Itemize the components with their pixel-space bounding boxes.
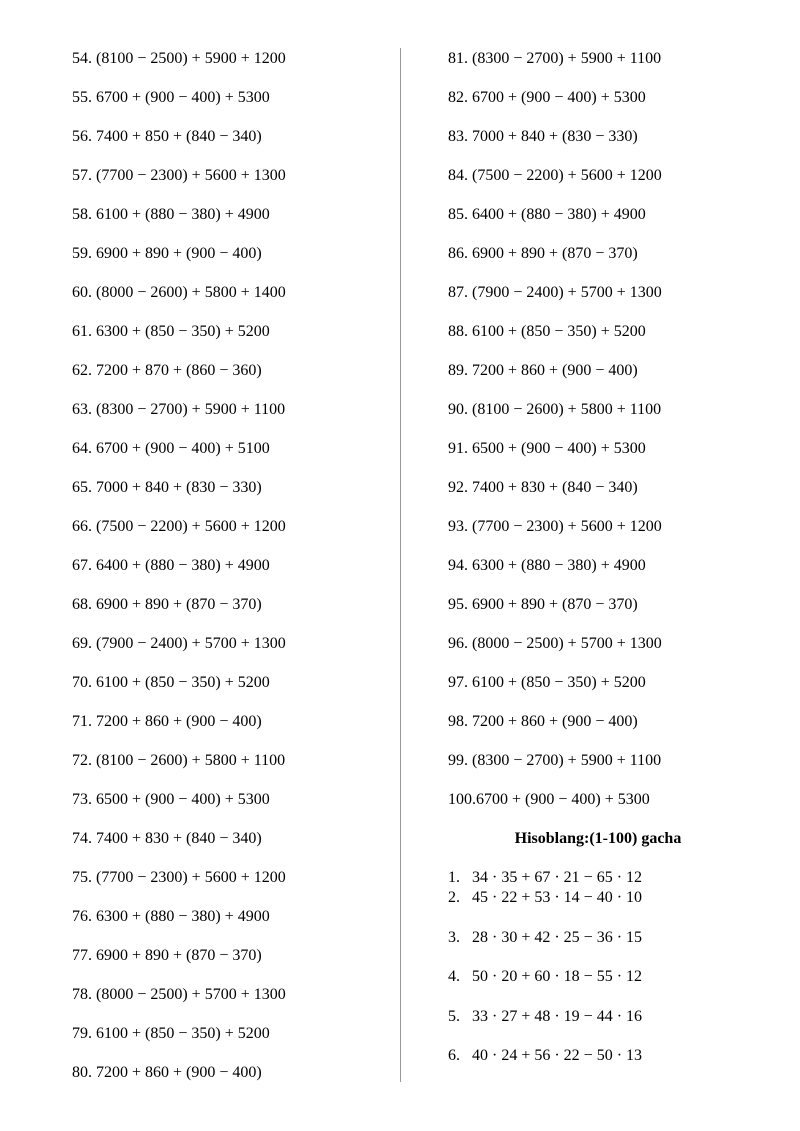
exercise-row — [72, 126, 382, 165]
exercise-expression: (7900 − 2400) + 5700 + 1300 — [472, 284, 662, 301]
exercise-number: 81. — [448, 50, 468, 67]
exercise-expression: 6900 + 890 + (900 − 400) — [96, 245, 262, 262]
exercise-number: 89. — [448, 362, 468, 379]
exercise-number: 85. — [448, 206, 468, 223]
exercise-number: 93. — [448, 518, 468, 535]
exercise-expression: 6400 + (880 − 380) + 4900 — [472, 206, 646, 223]
exercise-expression: (8000 − 2500) + 5700 + 1300 — [472, 635, 662, 652]
mult-exercise-expression: 50 · 20 + 60 · 18 − 55 · 12 — [472, 968, 643, 985]
exercise-expression: (8000 − 2500) + 5700 + 1300 — [96, 986, 286, 1003]
mult-exercise-row — [448, 888, 748, 908]
exercise-expression: 6700 + (900 − 400) + 5300 — [476, 791, 650, 808]
exercise-row — [448, 750, 748, 789]
exercise-row — [448, 165, 748, 204]
exercise-expression: 6100 + (850 − 350) + 5200 — [96, 1025, 270, 1042]
right-exercise-list — [448, 48, 748, 828]
exercise-expression: 6300 + (880 − 380) + 4900 — [472, 557, 646, 574]
exercise-row — [72, 204, 382, 243]
exercise-row — [448, 477, 748, 516]
mult-exercise-row — [448, 868, 748, 888]
right-column — [448, 48, 748, 1066]
exercise-number: 99. — [448, 752, 468, 769]
exercise-number: 92. — [448, 479, 468, 496]
exercise-row — [448, 126, 748, 165]
exercise-row — [72, 87, 382, 126]
mult-exercise-number: 5. — [448, 1008, 460, 1025]
exercise-expression: 6100 + (850 − 350) + 5200 — [472, 674, 646, 691]
exercise-row — [448, 399, 748, 438]
exercise-expression: 7200 + 860 + (900 − 400) — [472, 362, 638, 379]
exercise-expression: (8100 − 2600) + 5800 + 1100 — [96, 752, 286, 769]
mult-exercise-expression: 40 · 24 + 56 · 22 − 50 · 13 — [472, 1047, 643, 1064]
exercise-expression: 6500 + (900 − 400) + 5300 — [96, 791, 270, 808]
exercise-row — [72, 750, 382, 789]
exercise-number: 96. — [448, 635, 468, 652]
mult-exercise-expression: 28 · 30 + 42 · 25 − 36 · 15 — [472, 929, 643, 946]
exercise-expression: (8100 − 2600) + 5800 + 1100 — [472, 401, 662, 418]
exercise-number: 57. — [72, 167, 92, 184]
exercise-expression: 6900 + 890 + (870 − 370) — [96, 596, 262, 613]
exercise-number: 64. — [72, 440, 92, 457]
exercise-row — [448, 438, 748, 477]
exercise-expression: (8300 − 2700) + 5900 + 1100 — [472, 752, 662, 769]
exercise-number: 78. — [72, 986, 92, 1003]
exercise-row — [448, 243, 748, 282]
exercise-row — [72, 48, 382, 87]
exercise-expression: 6100 + (850 − 350) + 5200 — [472, 323, 646, 340]
exercise-row — [72, 633, 382, 672]
exercise-expression: (7500 − 2200) + 5600 + 1200 — [96, 518, 286, 535]
exercise-expression: 6300 + (880 − 380) + 4900 — [96, 908, 270, 925]
exercise-row — [72, 243, 382, 282]
mult-exercise-row — [448, 928, 748, 948]
exercise-expression: 6900 + 890 + (870 − 370) — [472, 596, 638, 613]
exercise-row — [72, 828, 382, 867]
exercise-expression: 7200 + 870 + (860 − 360) — [96, 362, 262, 379]
exercise-row — [72, 399, 382, 438]
exercise-row — [448, 204, 748, 243]
column-divider — [400, 48, 401, 1082]
exercise-number: 59. — [72, 245, 92, 262]
exercise-row — [448, 789, 748, 828]
exercise-expression: (8000 − 2600) + 5800 + 1400 — [96, 284, 286, 301]
exercise-number: 79. — [72, 1025, 92, 1042]
exercise-row — [448, 633, 748, 672]
exercise-expression: 6100 + (850 − 350) + 5200 — [96, 674, 270, 691]
exercise-number: 87. — [448, 284, 468, 301]
exercise-row — [72, 906, 382, 945]
exercise-expression: (8100 − 2500) + 5900 + 1200 — [96, 50, 286, 67]
exercise-number: 72. — [72, 752, 92, 769]
exercise-row — [72, 555, 382, 594]
exercise-row — [448, 711, 748, 750]
exercise-number: 90. — [448, 401, 468, 418]
exercise-number: 68. — [72, 596, 92, 613]
exercise-expression: 7200 + 860 + (900 − 400) — [96, 1064, 262, 1081]
exercise-row — [72, 516, 382, 555]
exercise-row — [448, 672, 748, 711]
mult-exercise-number: 3. — [448, 929, 460, 946]
mult-exercise-row — [448, 1046, 748, 1066]
exercise-number: 94. — [448, 557, 468, 574]
exercise-expression: 6900 + 890 + (870 − 370) — [472, 245, 638, 262]
exercise-expression: (7700 − 2300) + 5600 + 1200 — [472, 518, 662, 535]
exercise-expression: 6900 + 890 + (870 − 370) — [96, 947, 262, 964]
exercise-row — [72, 282, 382, 321]
exercise-number: 58. — [72, 206, 92, 223]
exercise-row — [72, 789, 382, 828]
multiplication-exercise-list — [448, 868, 748, 1066]
exercise-expression: 7200 + 860 + (900 − 400) — [472, 713, 638, 730]
exercise-row — [72, 1023, 382, 1062]
mult-exercise-expression: 45 · 22 + 53 · 14 − 40 · 10 — [472, 889, 643, 906]
exercise-expression: 6700 + (900 − 400) + 5300 — [472, 89, 646, 106]
mult-exercise-number: 1. — [448, 869, 460, 886]
exercise-expression: 7400 + 830 + (840 − 340) — [472, 479, 638, 496]
exercise-row — [72, 984, 382, 1023]
exercise-expression: 7400 + 830 + (840 − 340) — [96, 830, 262, 847]
mult-exercise-row — [448, 967, 748, 987]
exercise-number: 76. — [72, 908, 92, 925]
exercise-number: 71. — [72, 713, 92, 730]
exercise-expression: (7700 − 2300) + 5600 + 1300 — [96, 167, 286, 184]
exercise-number: 69. — [72, 635, 92, 652]
mult-exercise-expression: 33 · 27 + 48 · 19 − 44 · 16 — [472, 1008, 643, 1025]
exercise-row — [72, 477, 382, 516]
exercise-expression: (8300 − 2700) + 5900 + 1100 — [96, 401, 286, 418]
exercise-row — [72, 594, 382, 633]
section-heading: Hisoblang:(1-100) gacha — [514, 830, 682, 847]
exercise-row — [448, 555, 748, 594]
exercise-row — [72, 438, 382, 477]
exercise-number: 100. — [448, 791, 476, 808]
exercise-number: 67. — [72, 557, 92, 574]
exercise-row — [448, 321, 748, 360]
exercise-expression: 7200 + 860 + (900 − 400) — [96, 713, 262, 730]
exercise-number: 88. — [448, 323, 468, 340]
exercise-row — [448, 48, 748, 87]
exercise-row — [72, 321, 382, 360]
exercise-number: 63. — [72, 401, 92, 418]
exercise-number: 61. — [72, 323, 92, 340]
exercise-row — [448, 516, 748, 555]
exercise-number: 91. — [448, 440, 468, 457]
exercise-row — [72, 1062, 382, 1101]
exercise-row — [448, 594, 748, 633]
exercise-row — [448, 282, 748, 321]
exercise-expression: 6700 + (900 − 400) + 5300 — [96, 89, 270, 106]
exercise-number: 55. — [72, 89, 92, 106]
exercise-expression: 7000 + 840 + (830 − 330) — [472, 128, 638, 145]
exercise-number: 86. — [448, 245, 468, 262]
exercise-number: 95. — [448, 596, 468, 613]
exercise-expression: 6700 + (900 − 400) + 5100 — [96, 440, 270, 457]
exercise-expression: 6300 + (850 − 350) + 5200 — [96, 323, 270, 340]
exercise-expression: (7900 − 2400) + 5700 + 1300 — [96, 635, 286, 652]
exercise-expression: 7000 + 840 + (830 − 330) — [96, 479, 262, 496]
exercise-number: 80. — [72, 1064, 92, 1081]
exercise-number: 65. — [72, 479, 92, 496]
mult-exercise-number: 4. — [448, 968, 460, 985]
exercise-number: 70. — [72, 674, 92, 691]
exercise-number: 73. — [72, 791, 92, 808]
exercise-number: 60. — [72, 284, 92, 301]
exercise-row — [72, 711, 382, 750]
mult-exercise-number: 2. — [448, 889, 460, 906]
exercise-expression: 6100 + (880 − 380) + 4900 — [96, 206, 270, 223]
exercise-number: 98. — [448, 713, 468, 730]
exercise-number: 75. — [72, 869, 92, 886]
exercise-expression: (7500 − 2200) + 5600 + 1200 — [472, 167, 662, 184]
exercise-row — [72, 945, 382, 984]
mult-exercise-expression: 34 · 35 + 67 · 21 − 65 · 12 — [472, 869, 643, 886]
exercise-number: 84. — [448, 167, 468, 184]
exercise-row — [72, 867, 382, 906]
exercise-expression: (8300 − 2700) + 5900 + 1100 — [472, 50, 662, 67]
exercise-row — [448, 87, 748, 126]
exercise-expression: 6500 + (900 − 400) + 5300 — [472, 440, 646, 457]
left-column — [72, 48, 382, 1101]
exercise-expression: 7400 + 850 + (840 − 340) — [96, 128, 262, 145]
exercise-number: 74. — [72, 830, 92, 847]
exercise-number: 83. — [448, 128, 468, 145]
exercise-row — [72, 360, 382, 399]
exercise-number: 77. — [72, 947, 92, 964]
exercise-expression: (7700 − 2300) + 5600 + 1200 — [96, 869, 286, 886]
exercise-row — [72, 672, 382, 711]
exercise-number: 62. — [72, 362, 92, 379]
exercise-number: 66. — [72, 518, 92, 535]
mult-exercise-row — [448, 1007, 748, 1027]
mult-exercise-number: 6. — [448, 1047, 460, 1064]
exercise-number: 56. — [72, 128, 92, 145]
exercise-expression: 6400 + (880 − 380) + 4900 — [96, 557, 270, 574]
exercise-number: 82. — [448, 89, 468, 106]
exercise-number: 54. — [72, 50, 92, 67]
exercise-row — [72, 165, 382, 204]
exercise-row — [448, 360, 748, 399]
exercise-number: 97. — [448, 674, 468, 691]
